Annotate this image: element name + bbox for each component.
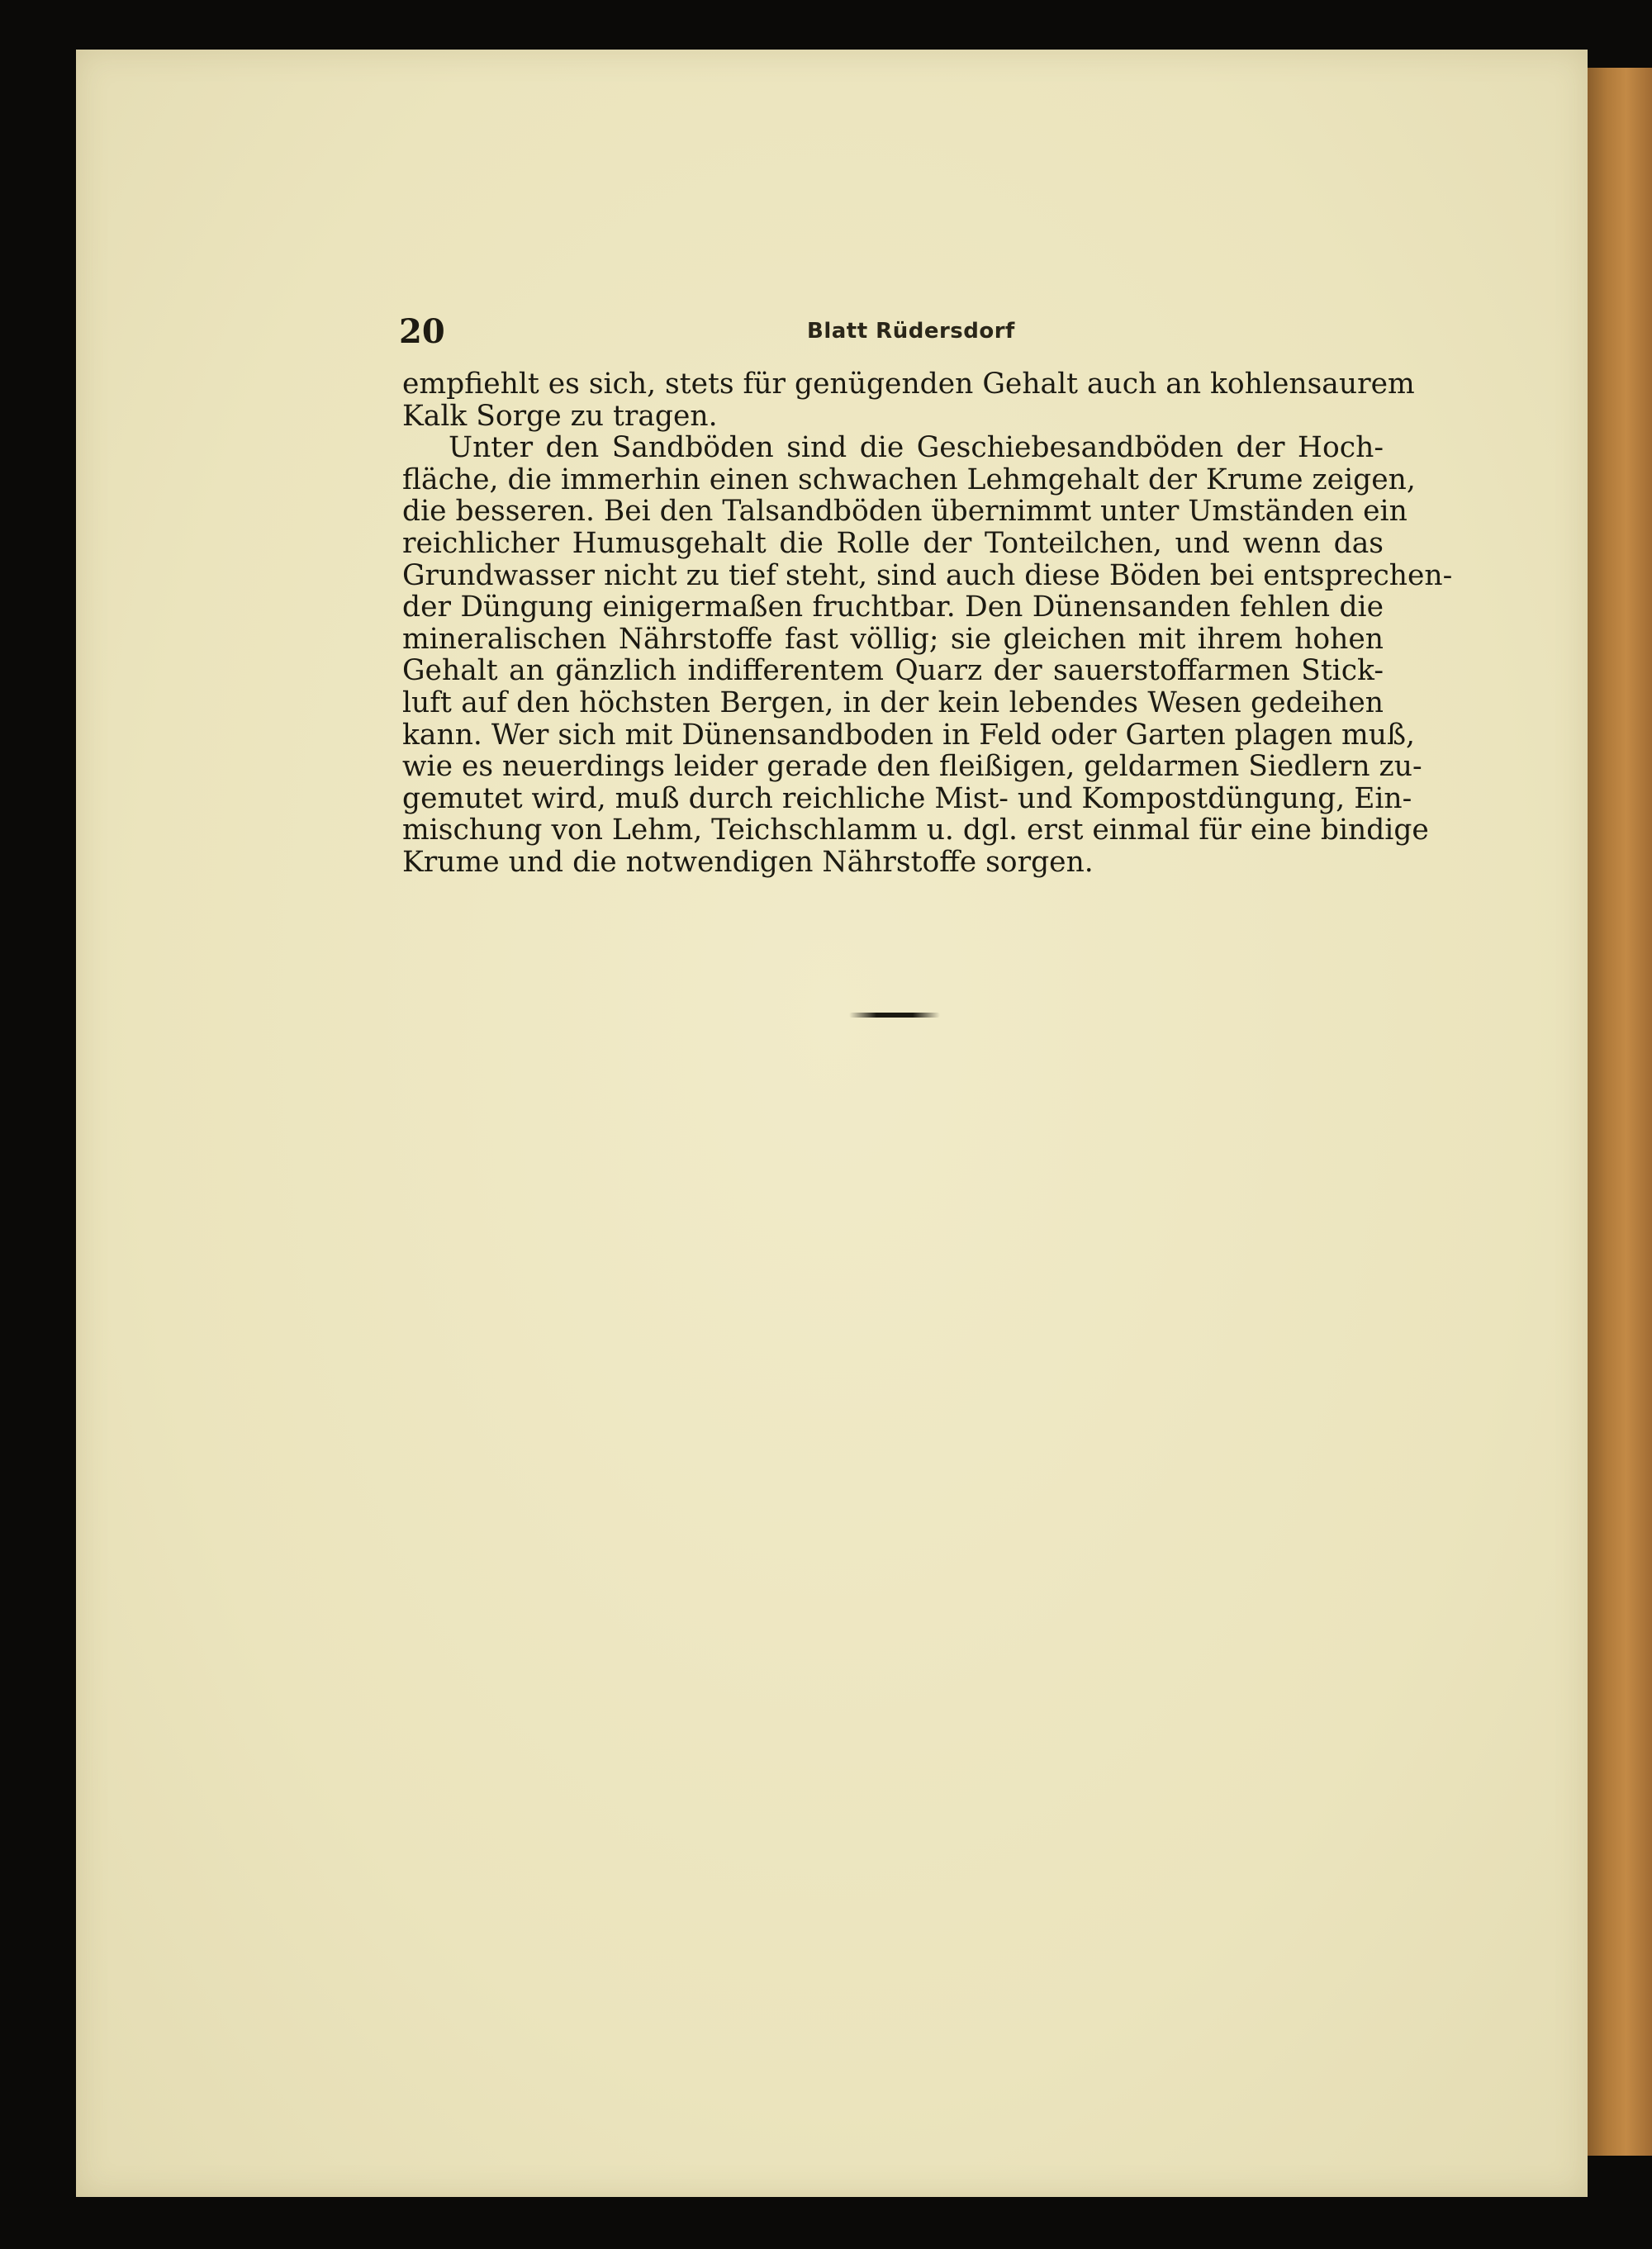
text-line: die besseren. Bei den Talsandböden übernimmt unter Umständen ein (402, 495, 1408, 529)
text-line: Gehalt an gänzlich indifferentem Quarz der sauerstoffarmen Stick- (402, 654, 1384, 688)
text-line: Krume und die notwendigen Nährstoffe sorgen. (402, 845, 1094, 879)
page-number: 20 (399, 312, 445, 351)
text-line: mischung von Lehm, Teichschlamm u. dgl. erst einmal für eine bindige (402, 814, 1429, 847)
text-line: luft auf den höchsten Bergen, in der kein lebendes Wesen gedeihen (402, 686, 1384, 719)
book-spine-edge (1588, 68, 1652, 2156)
section-end-rule (849, 1013, 940, 1018)
text-line: reichlicher Humusgehalt die Rolle der Tonteilchen, und wenn das (402, 526, 1384, 560)
text-line: Grundwasser nicht zu tief steht, sind auch diese Böden bei entsprechen- (402, 558, 1453, 592)
body-text (402, 368, 1453, 879)
text-line: mineralischen Nährstoffe fast völlig; sie gleichen mit ihrem hohen (402, 622, 1384, 656)
text-line: kann. Wer sich mit Dünensandboden in Feld oder Garten plagen muß, (402, 718, 1415, 752)
page-header (386, 312, 1369, 353)
text-line: empfiehlt es sich, stets für genügenden Gehalt auch an kohlensaurem (402, 368, 1415, 401)
text-line: fläche, die immerhin einen schwachen Lehmgehalt der Krume zeigen, (402, 463, 1416, 496)
running-title: Blatt Rüdersdorf (807, 319, 1015, 344)
text-line: wie es neuerdings leider gerade den fleißigen, geldarmen Siedlern zu- (402, 750, 1422, 784)
paragraph-start-line: Unter den Sandböden sind die Geschiebesandböden der Hoch- (449, 431, 1384, 465)
text-line: gemutet wird, muß durch reichliche Mist- und Kompostdüngung, Ein- (402, 781, 1412, 815)
text-line: der Düngung einigermaßen fruchtbar. Den Dünensanden fehlen die (402, 591, 1384, 624)
text-line: Kalk Sorge zu tragen. (402, 399, 718, 433)
